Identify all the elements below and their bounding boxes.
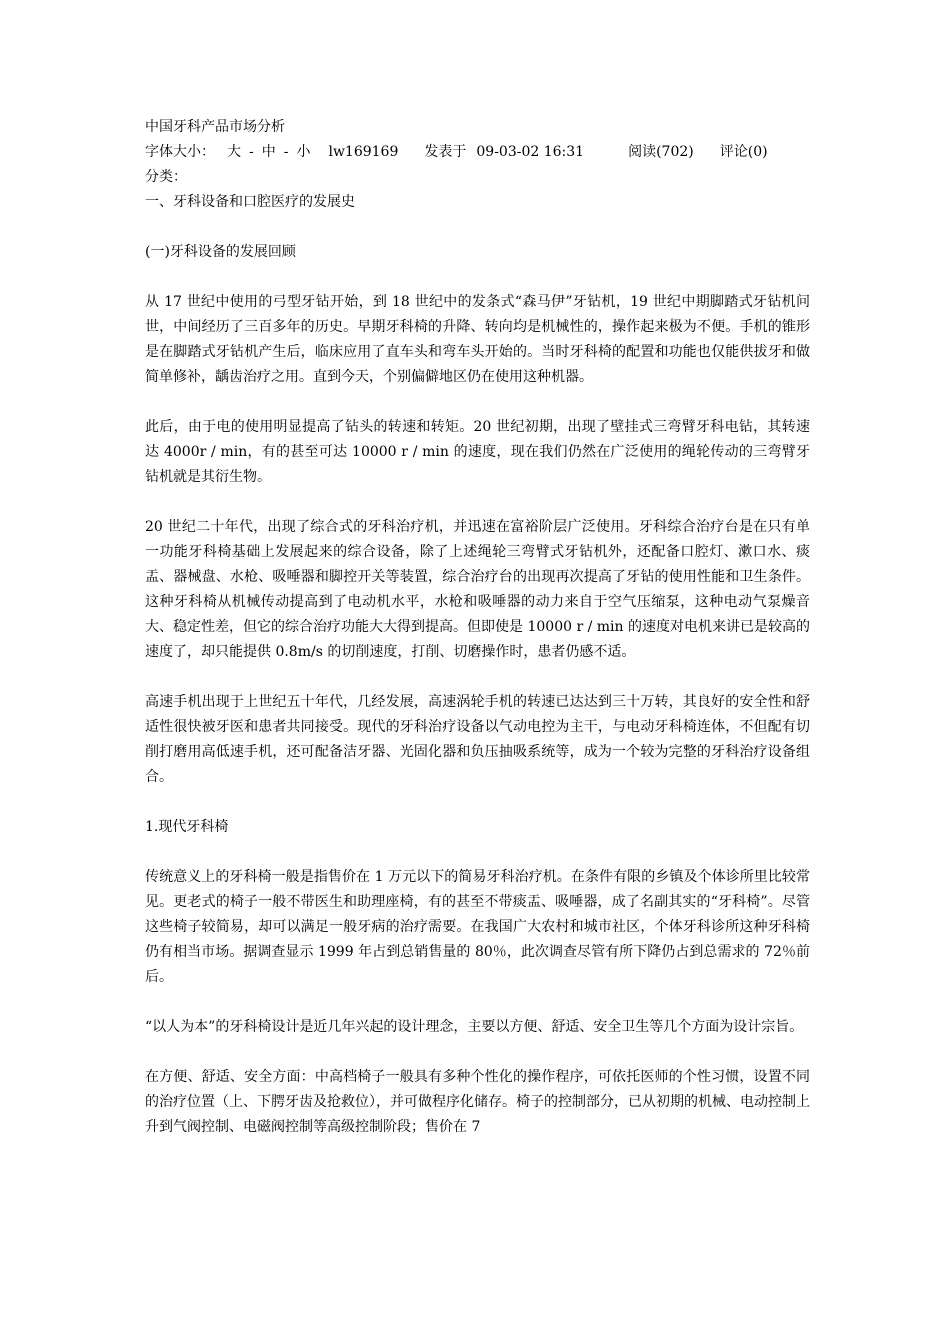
spacer: [145, 665, 810, 690]
document-page: [145, 115, 810, 1140]
article-title: 中国牙科产品市场分析: [145, 119, 285, 135]
paragraph: 在方便、舒适、安全方面：中高档椅子一般具有多种个性化的操作程序，可依托医师的个性习惯，设置不同的治疗位置（上、下腭牙齿及抢救位），并可做程序化储存。椅子的控制部分，已从初期的机械、电动控制上升到气阀控制、电磁阀控制等高级控制阶段；售价在 7: [145, 1069, 810, 1135]
font-size-label: 字体大小：: [145, 144, 215, 160]
spacer: [145, 490, 810, 515]
paragraph: 此后，由于电的使用明显提高了钻头的转速和转矩。20 世纪初期，出现了壁挂式三弯臂牙科电钻，其转速达 4000r / min，有的甚至可达 10000 r / min 的速度，现在我们仍然在广泛使用的绳轮传动的三弯臂牙钻机就是其衍生物。: [145, 419, 810, 485]
paragraph: “以人为本”的牙科椅设计是近几年兴起的设计理念，主要以方便、舒适、安全卫生等几个方面为设计宗旨。: [145, 1019, 804, 1035]
paragraph: 传统意义上的牙科椅一般是指售价在 1 万元以下的简易牙科治疗机。在条件有限的乡镇及个体诊所里比较常见。更老式的椅子一般不带医生和助理座椅，有的甚至不带痰盂、吸唾器，成了名副其实的“牙科椅”。尽管这些椅子较简易，却可以满足一般牙病的治疗需要。在我国广大农村和城市社区，个体牙科诊所这种牙科椅仍有相当市场。据调查显示 1999 年占到总销售量的 80％，此次调查尽管有所下降仍占到总需求的 72％前后。: [145, 869, 810, 985]
posted-date: 09-03-02 16:31: [476, 144, 585, 160]
subsection-heading: (一)牙科设备的发展回顾: [145, 244, 296, 260]
spacer: [145, 215, 810, 240]
spacer: [145, 390, 810, 415]
article-meta: [145, 140, 810, 165]
spacer: [145, 1040, 810, 1065]
spacer: [145, 990, 810, 1015]
spacer: [145, 265, 810, 290]
category-label: 分类：: [145, 169, 187, 185]
spacer: [145, 840, 810, 865]
font-size-small-link[interactable]: 小: [296, 144, 311, 160]
paragraph: 高速手机出现于上世纪五十年代，几经发展，高速涡轮手机的转速已达达到三十万转，其良好的安全性和舒适性很快被牙医和患者共同接受。现代的牙科治疗设备以气动电控为主干，与电动牙科椅连体，不但配有切削打磨用高低速手机，还可配备洁牙器、光固化器和负压抽吸系统等，成为一个较为完整的牙科治疗设备组合。: [145, 694, 810, 785]
spacer: [145, 790, 810, 815]
font-size-medium-link[interactable]: 中: [261, 144, 276, 160]
posted-label: 发表于: [424, 144, 467, 160]
section-heading: 一、牙科设备和口腔医疗的发展史: [145, 194, 355, 210]
separator: -: [283, 144, 289, 160]
paragraph: 20 世纪二十年代，出现了综合式的牙科治疗机，并迅速在富裕阶层广泛使用。牙科综合治疗台是在只有单一功能牙科椅基础上发展起来的综合设备，除了上述绳轮三弯臂式牙钻机外，还配备口腔灯、漱口水、痰盂、器械盘、水枪、吸唾器和脚控开关等装置，综合治疗台的出现再次提高了牙钻的使用性能和卫生条件。这种牙科椅从机械传动提高到了电动机水平，水枪和吸唾器的动力来自于空气压缩泵，这种电动气泵燥音大、稳定性差，但它的综合治疗功能大大得到提高。但即使是 10000 r / min 的速度对电机来讲已是较高的速度了，却只能提供 0.8m/s 的切削速度，打削、切磨操作时，患者仍感不适。: [145, 519, 810, 660]
paragraph: 从 17 世纪中使用的弓型牙钻开始，到 18 世纪中的发条式“森马伊”牙钻机，19 世纪中期脚踏式牙钻机问世，中间经历了三百多年的历史。早期牙科椅的升降、转向均是机械性的，操作起来极为不便。手机的锥形是在脚踏式牙钻机产生后，临床应用了直车头和弯车头开始的。当时牙科椅的配置和功能也仅能供拔牙和做简单修补，龋齿治疗之用。直到今天，个别偏僻地区仍在使用这种机器。: [145, 294, 810, 385]
author-name: lw169169: [328, 144, 399, 160]
separator: -: [249, 144, 254, 160]
comment-count: 评论(0): [719, 144, 768, 160]
read-count: 阅读(702): [628, 144, 694, 160]
subheading-modern-dental-chair: 1.现代牙科椅: [145, 819, 229, 835]
font-size-large-link[interactable]: 大: [227, 144, 241, 160]
